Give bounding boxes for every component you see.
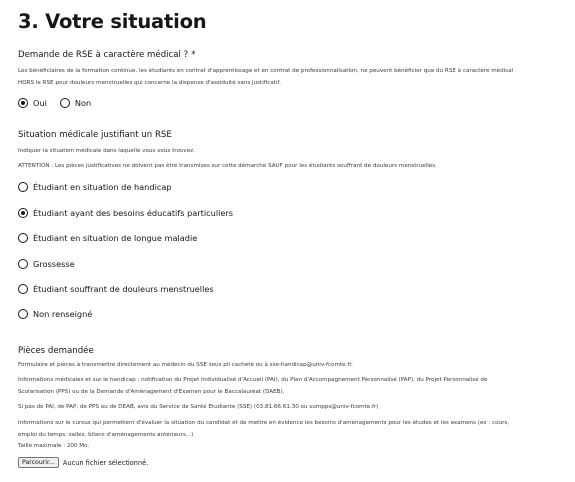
section-title: 3. Votre situation: [18, 10, 207, 33]
radio-situation-grossesse-label: Grossesse: [33, 259, 75, 269]
pieces-demandees-label: Pièces demandée: [18, 346, 94, 356]
file-status-text: Aucun fichier sélectionné.: [62, 458, 149, 467]
radio-oui-control[interactable]: [18, 98, 28, 108]
required-marker: *: [191, 50, 196, 60]
pieces-help-line-6: emploi du temps, salles, bilans d'aménagements antérieurs...): [18, 432, 194, 438]
radio-oui-label: Oui: [33, 98, 47, 108]
radio-situation-longue-maladie-control[interactable]: [18, 233, 28, 243]
pieces-help-line-3: Scolarisation (PPS) ou de la Demande d'Aménagement d'Examen pour le Baccalauréat (DAEB).: [18, 389, 285, 395]
radio-situation-douleurs-menstruelles-control[interactable]: [18, 284, 28, 294]
radio-situation-longue-maladie[interactable]: [18, 233, 197, 243]
situation-question-label: Situation médicale justifiant un RSE: [18, 130, 172, 140]
rse-medical-help-line-2: HORS le RSE pour douleurs menstruelles qui concerne la dispense d'assiduité sans justificatif.: [18, 80, 281, 86]
radio-situation-besoins-educatifs-control[interactable]: [18, 208, 28, 218]
radio-situation-besoins-educatifs-label: Étudiant ayant des besoins éducatifs particuliers: [33, 208, 234, 218]
radio-non-control[interactable]: [60, 98, 70, 108]
rse-medical-question-text: Demande de RSE à caractère médical ?: [18, 50, 189, 60]
radio-oui[interactable]: [18, 98, 47, 108]
rse-medical-help-line-1: Les bénéficiaires de la formation continue, les étudiants en contrat d'apprentissage et en contrat de professionnalisation, ne peuvent bénéficier que du RSE à caractère médical: [18, 68, 514, 74]
pieces-help-line-2: Informations médicales et sur le handicap : notification du Projet Individualisé d'Accueil (PAI), du Plan d'Accompagnement Personnalisé (PAP), du Projet Personnalisé de: [18, 377, 488, 383]
pieces-help-line-4: Si pas de PAI, de PAP, de PPS ou de DEAB, avis du Service de Santé Etudiante (SSE) (03.81.66.61.30 ou sumpps@univ-fcomte.fr): [18, 404, 379, 410]
situation-help-line-2: ATTENTION : Les pièces justificatives ne doivent pas être transmises sur cette démarche SAUF pour les étudiants souffrant de douleurs menstruelles.: [18, 163, 437, 169]
rse-medical-question-label: [18, 50, 196, 60]
radio-situation-longue-maladie-label: Étudiant en situation de longue maladie: [33, 233, 198, 243]
pieces-help-line-5: Informations sur le cursus qui permettent d'évaluer la situation du candidat et de mettre en évidence les besoins d'aménagements pour les études et les examens (ex : cours,: [18, 420, 510, 426]
radio-situation-non-renseigne-control[interactable]: [18, 309, 28, 319]
radio-situation-grossesse[interactable]: [18, 259, 75, 269]
radio-situation-non-renseigne[interactable]: [18, 309, 92, 319]
radio-situation-handicap-label: Étudiant en situation de handicap: [33, 182, 172, 192]
radio-situation-douleurs-menstruelles[interactable]: [18, 284, 214, 294]
pieces-help-line-1: Formulaire et pièces à transmettre directement au médecin du SSE sous pli cacheté ou à sse-handicap@univ-fcomte.fr.: [18, 362, 353, 368]
file-upload: [18, 457, 148, 468]
situation-help-line-1: Indiquer la situation médicale dans laquelle vous vous trouvez.: [18, 148, 195, 154]
pieces-help-line-7: Taille maximale : 200 Mo.: [18, 443, 90, 449]
radio-situation-non-renseigne-label: Non renseigné: [33, 309, 93, 319]
radio-situation-besoins-educatifs[interactable]: [18, 208, 233, 218]
rse-medical-radio-group: [18, 98, 104, 108]
radio-situation-handicap[interactable]: [18, 182, 172, 192]
radio-non[interactable]: [60, 98, 91, 108]
radio-situation-handicap-control[interactable]: [18, 182, 28, 192]
radio-situation-grossesse-control[interactable]: [18, 259, 28, 269]
radio-situation-douleurs-menstruelles-label: Étudiant souffrant de douleurs menstruelles: [33, 284, 214, 294]
browse-file-button[interactable]: Parcourir...: [18, 457, 59, 468]
radio-non-label: Non: [74, 98, 92, 108]
